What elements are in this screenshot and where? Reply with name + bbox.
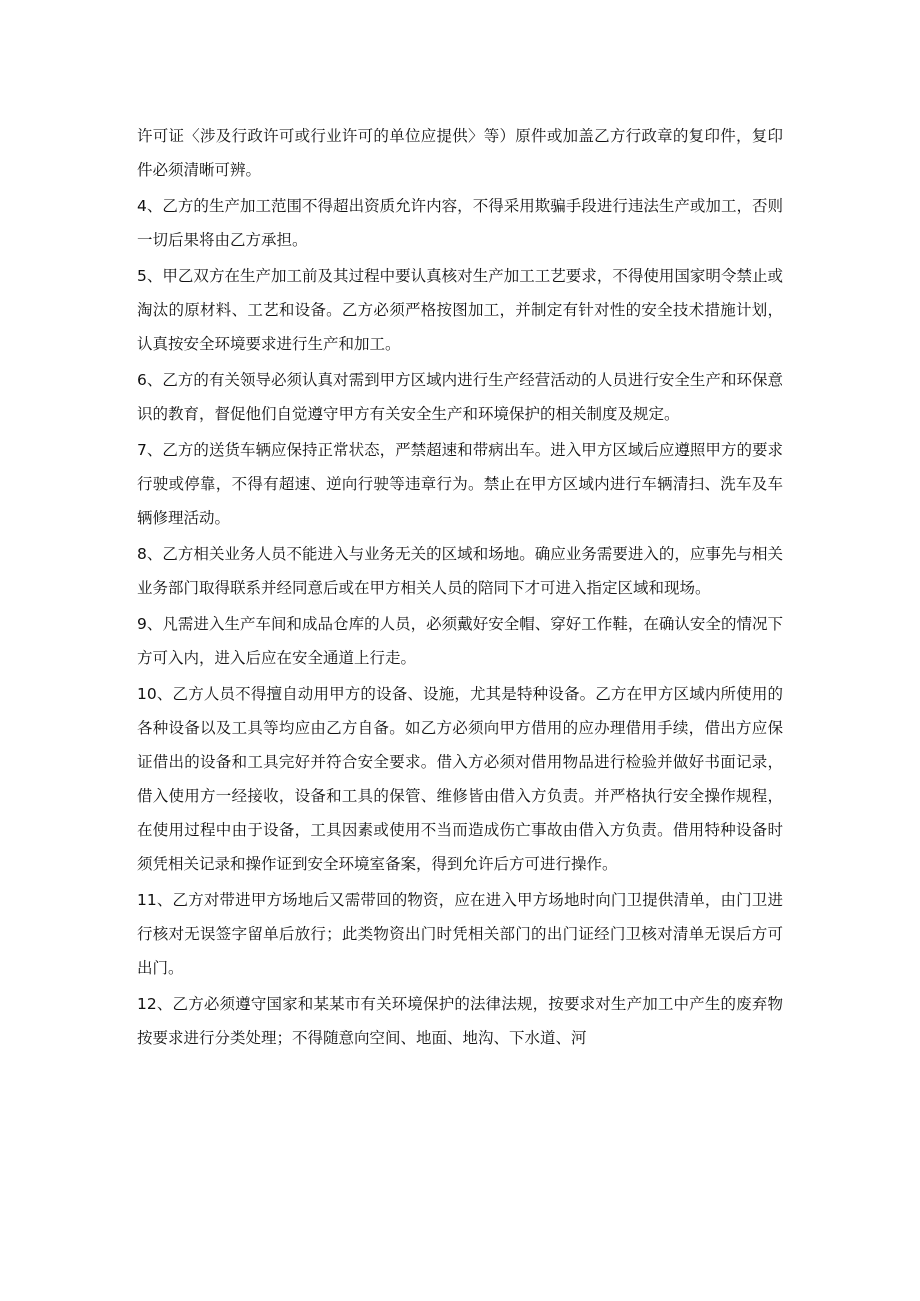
paragraph-item-11: 11、乙方对带进甲方场地后又需带回的物资，应在进入甲方场地时向门卫提供清单，由门卫进行核对无误签字留单后放行；此类物资出门时凭相关部门的出门证经门卫核对清单无误后方可出门。 xyxy=(137,891,783,977)
paragraph-item-8: 8、乙方相关业务人员不能进入与业务无关的区域和场地。确应业务需要进入的，应事先与相关业务部门取得联系并经同意后或在甲方相关人员的陪同下才可进入指定区域和现场。 xyxy=(137,545,783,597)
paragraph-item-7: 7、乙方的送货车辆应保持正常状态，严禁超速和带病出车。进入甲方区域后应遵照甲方的要求行驶或停靠，不得有超速、逆向行驶等违章行为。禁止在甲方区域内进行车辆清扫、洗车及车辆修理活动。 xyxy=(137,441,783,527)
paragraph-item-6: 6、乙方的有关领导必须认真对需到甲方区域内进行生产经营活动的人员进行安全生产和环保意识的教育，督促他们自觉遵守甲方有关安全生产和环境保护的相关制度及规定。 xyxy=(137,371,783,423)
paragraph-permit-continuation: 许可证〈涉及行政许可或行业许可的单位应提供〉等）原件或加盖乙方行政章的复印件，复印件必须清晰可辨。 xyxy=(137,127,783,179)
paragraph-item-9: 9、凡需进入生产车间和成品仓库的人员，必须戴好安全帽、穿好工作鞋，在确认安全的情况下方可入内，进入后应在安全通道上行走。 xyxy=(137,615,783,667)
document-body xyxy=(137,119,783,1057)
paragraph-item-10: 10、乙方人员不得擅自动用甲方的设备、设施，尤其是特种设备。乙方在甲方区域内所使用的各种设备以及工具等均应由乙方自备。如乙方必须向甲方借用的应办理借用手续，借出方应保证借出的设备和工具完好并符合安全要求。借入方必须对借用物品进行检验并做好书面记录，借入使用方一经接收，设备和工具的保管、维修皆由借入方负责。并严格执行安全操作规程，在使用过程中由于设备，工具因素或使用不当而造成伤亡事故由借入方负责。借用特种设备时须凭相关记录和操作证到安全环境室备案，得到允许后方可进行操作。 xyxy=(137,685,783,873)
paragraph-item-5: 5、甲乙双方在生产加工前及其过程中要认真核对生产加工工艺要求，不得使用国家明令禁止或淘汰的原材料、工艺和设备。乙方必须严格按图加工，并制定有针对性的安全技术措施计划，认真按安全环境要求进行生产和加工。 xyxy=(137,267,783,353)
paragraph-item-12: 12、乙方必须遵守国家和某某市有关环境保护的法律法规，按要求对生产加工中产生的废弃物按要求进行分类处理；不得随意向空间、地面、地沟、下水道、河 xyxy=(137,995,783,1047)
paragraph-item-4: 4、乙方的生产加工范围不得超出资质允许内容，不得采用欺骗手段进行违法生产或加工，否则一切后果将由乙方承担。 xyxy=(137,197,783,249)
